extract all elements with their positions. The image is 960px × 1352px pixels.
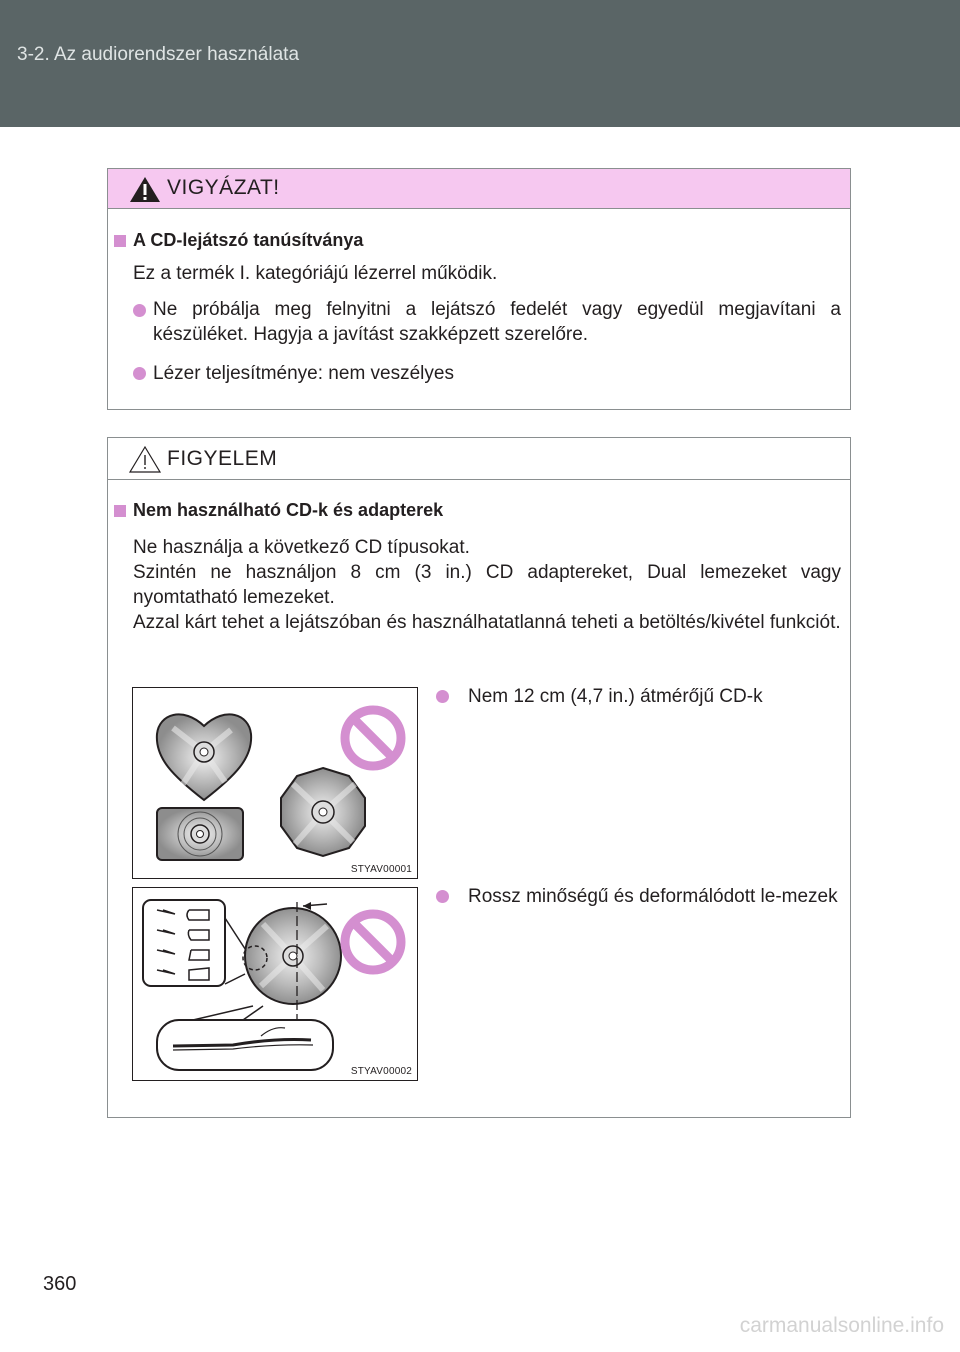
bullet-dot-icon (436, 690, 449, 703)
notice-title: FIGYELEM (167, 447, 278, 470)
bullet-dot-icon (133, 367, 146, 380)
notice-line-3: Azzal kárt tehet a lejátszóban és használhatatlanná teheti a betöltés/kivétel funkciót. (133, 612, 841, 633)
notice-section-title: Nem használható CD-k és adapterek (133, 500, 444, 520)
figure-non-standard-cds (132, 687, 418, 879)
notice-line-1: Ne használja a következő CD típusokat. (133, 537, 470, 558)
warning-icon (128, 174, 162, 204)
page-number: 360 (43, 1273, 77, 1295)
figure-code: STYAV00001 (350, 864, 412, 875)
warning-intro: Ez a termék I. kategóriájú lézerrel működik. (133, 263, 498, 284)
warning-header (108, 169, 850, 209)
notice-line-2: Szintén ne használjon 8 cm (3 in.) CD adaptereket, Dual lemezeket vagy nyomtatható lemezeket. (133, 562, 841, 608)
warning-box (107, 168, 851, 410)
notice-header (108, 438, 850, 480)
square-bullet-icon (114, 235, 126, 247)
prohibited-icon (345, 914, 401, 970)
section-title: 3-2. Az audiorendszer használata (17, 44, 300, 65)
figure-damaged-cds (132, 887, 418, 1081)
warning-section-title: A CD-lejátszó tanúsítványa (133, 230, 364, 250)
page-header (0, 0, 960, 127)
bullet-dot-icon (133, 304, 146, 317)
warning-bullet-2: Lézer teljesítménye: nem veszélyes (153, 363, 454, 384)
warning-title: VIGYÁZAT! (167, 176, 280, 199)
caption-damaged-cds: Rossz minőségű és deformálódott le-mezek (468, 886, 838, 907)
damaged-cds-illustration (133, 888, 417, 1080)
figure-code: STYAV00002 (350, 1066, 412, 1077)
caution-icon (128, 444, 162, 474)
watermark: carmanualsonline.info (739, 1314, 944, 1337)
non-standard-cds-illustration (133, 688, 417, 878)
square-bullet-icon (114, 505, 126, 517)
bullet-dot-icon (436, 890, 449, 903)
caption-non-standard-cds: Nem 12 cm (4,7 in.) átmérőjű CD-k (468, 686, 763, 707)
notice-box (107, 437, 851, 1118)
prohibited-icon (345, 710, 401, 766)
warning-bullet-1: Ne próbálja meg felnyitni a lejátszó fedelét vagy egyedül megjavítani a készüléket. Hagyja a javítást szakképzett szerelőre. (153, 299, 841, 345)
